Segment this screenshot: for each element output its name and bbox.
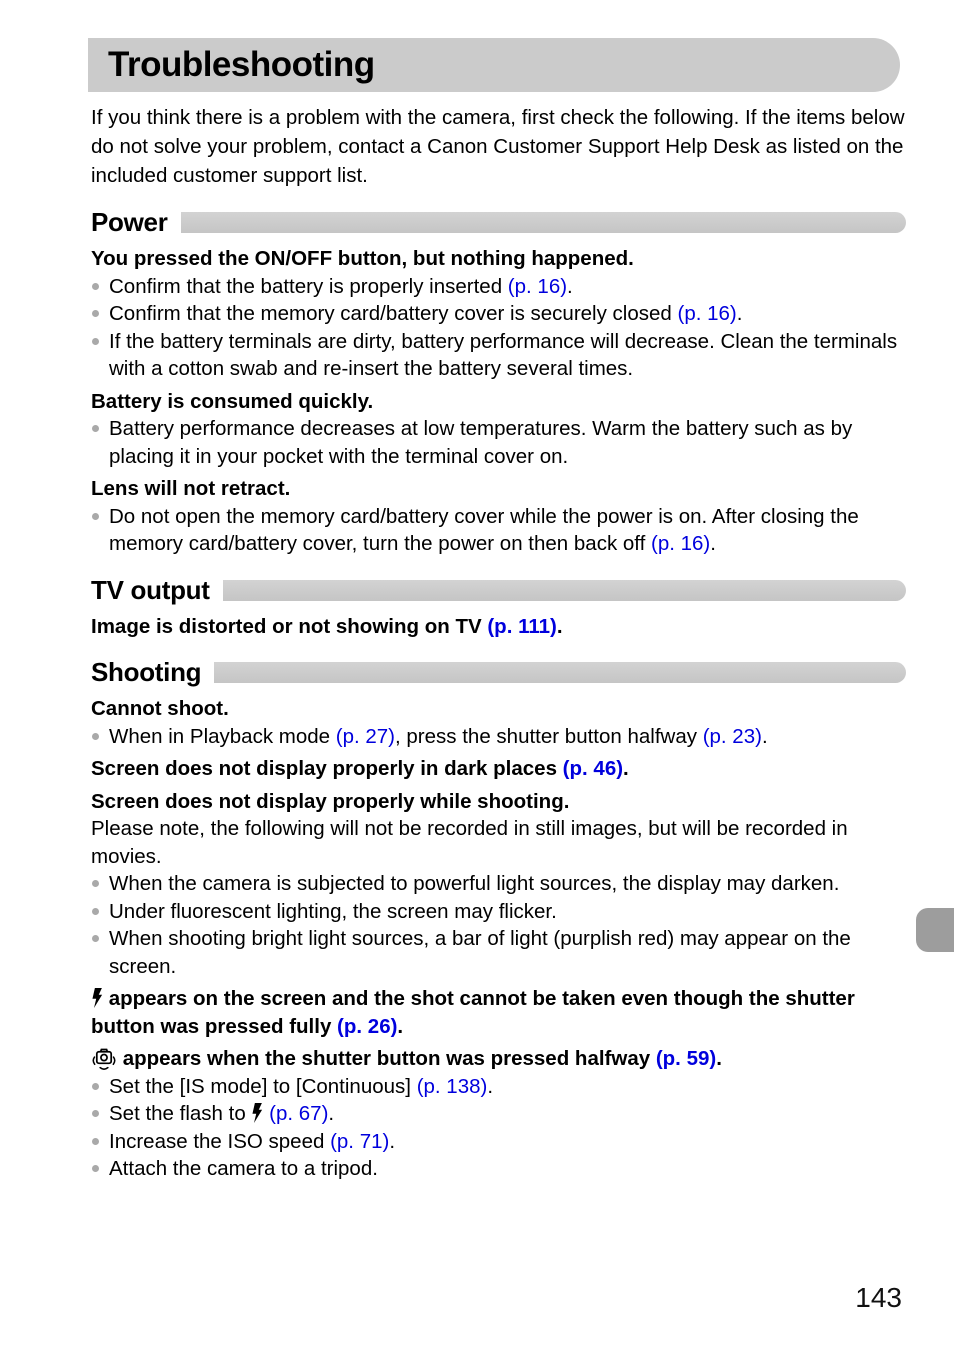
page-link[interactable]: (p. 71) [330,1129,390,1153]
text-run: appears when the shutter button was pressed halfway [117,1047,656,1070]
text-run: When shooting bright light sources, a bar of light (purplish red) may appear on the screen. [109,927,851,978]
bullet-text [109,1155,906,1183]
paragraph [91,815,906,870]
text-run: Confirm that the memory card/battery cover is securely closed [109,302,678,325]
text-run: Screen does not display properly in dark places [91,757,563,780]
bullet-item [91,1155,906,1183]
text-run: . [397,1014,404,1038]
bullet-text [109,898,906,926]
section-title: Power [91,207,168,237]
text-run: . [710,532,716,555]
bullet-text [109,1128,906,1156]
bullet-item [91,898,906,926]
text-run: Do not open the memory card/battery cover while the power is on. After closing the memory card/battery cover, turn the power on then back off [109,504,859,555]
text-run: Screen does not display properly while shooting. [91,789,570,813]
page-link[interactable]: (p. 67) [269,1102,329,1125]
text-run: If you think there is a problem with the camera, first check the following. If the items below do not solve your problem, contact a Canon Customer Support Help Desk as listed on the included customer support list. [91,106,905,187]
subheading [91,475,906,503]
section-title: TV output [91,574,210,605]
text-run: If the battery terminals are dirty, battery performance will decrease. Clean the terminals with a cotton swab and re-insert the battery several times. [109,329,898,380]
bullet-text [109,328,906,383]
text-run: Confirm that the battery is properly inserted [109,274,508,298]
section-bar [181,212,906,233]
bullet-dot [92,880,99,887]
flash-icon [251,1100,263,1128]
text-run: You pressed the ON/OFF button, but nothing happened. [91,247,634,270]
page-title-banner [88,38,900,92]
intro-paragraph [91,103,906,190]
page-link[interactable]: (p. 16) [677,302,737,325]
bullet-dot [92,1083,99,1090]
text-run: . [761,724,768,748]
text-run: Attach the camera to a tripod. [109,1157,378,1180]
section-heading-row [91,659,906,686]
bullet-text [109,870,906,898]
document-body [91,103,906,1183]
bullet-item [91,870,906,898]
bullet-dot [92,338,99,345]
bullet-item [91,415,906,470]
bullet-item [91,723,906,751]
bullet-text [109,1073,906,1101]
text-run: Set the [IS mode] to [Continuous] [109,1074,417,1098]
bullet-text [109,1100,906,1128]
text-run: Image is distorted or not showing on TV [91,614,488,638]
text-run: Please note, the following will not be recorded in still images, but will be recorded in movies. [91,817,848,868]
text-run: appears on the screen and the shot cannot be taken even though the shutter button was pressed fully [91,987,855,1038]
bullet-item [91,1128,906,1156]
bullet-dot [92,1138,99,1145]
subheading [91,245,906,273]
bullet-text [109,415,906,470]
bullet-dot [92,733,99,740]
subheading [91,695,906,723]
text-run: . [736,302,743,325]
subheading [91,1045,906,1073]
page-link[interactable]: (p. 59) [655,1047,717,1070]
page-link[interactable]: (p. 26) [337,1014,398,1038]
text-run: . [389,1129,396,1153]
bullet-text [109,273,906,301]
text-run: . [567,274,573,298]
bullet-dot [92,513,99,520]
bullet-item [91,1100,906,1128]
text-run: Under fluorescent lighting, the screen may flicker. [109,899,557,923]
text-run: Battery is consumed quickly. [91,389,374,413]
text-run: Increase the ISO speed [109,1129,331,1153]
subheading [91,388,906,416]
text-run: Lens will not retract. [91,477,291,500]
bullet-dot [92,283,99,290]
text-run: . [328,1102,335,1125]
page-link[interactable]: (p. 16) [507,274,568,298]
bullet-text [109,300,906,328]
page-title: Troubleshooting [108,45,375,84]
bullet-dot [92,425,99,432]
page-link[interactable]: (p. 46) [562,757,624,780]
page-link[interactable]: (p. 23) [702,724,762,748]
bullet-text [109,503,906,558]
subheading [91,755,906,783]
flash-icon [91,985,103,1013]
bullet-item [91,328,906,383]
bullet-text [109,925,906,980]
section-title: Shooting [91,657,202,687]
text-run: . [556,614,563,638]
bullet-dot [92,1165,99,1172]
bullet-dot [92,935,99,942]
page-number: 143 [855,1282,902,1313]
section-bar [223,580,906,601]
text-run: Cannot shoot. [91,697,229,720]
text-run: . [623,757,629,780]
text-run: Set the flash to [109,1102,252,1125]
bullet-dot [92,908,99,915]
bullet-dot [92,310,99,317]
page-link[interactable]: (p. 16) [651,532,711,555]
bullet-item [91,273,906,301]
page-link[interactable]: (p. 138) [416,1074,488,1098]
text-run: . [487,1074,494,1098]
page-link[interactable]: (p. 111) [487,614,557,638]
subheading [91,788,906,816]
camera-shake-icon [91,1045,117,1073]
bullet-item [91,1073,906,1101]
subheading [91,613,906,641]
section-bar [214,662,906,683]
chapter-index-tab [916,908,954,952]
bullet-text [109,723,906,751]
bullet-item [91,300,906,328]
text-run: . [716,1047,722,1070]
bullet-item [91,925,906,980]
bullet-item [91,503,906,558]
text-run: When the camera is subjected to powerful light sources, the display may darken. [109,872,840,895]
text-run: , press the shutter button halfway [395,724,703,748]
bullet-dot [92,1110,99,1117]
subheading [91,985,906,1040]
section-heading-row [91,209,906,236]
page-link[interactable]: (p. 27) [335,724,396,748]
text-run: When in Playback mode [109,724,336,748]
section-heading-row [91,574,906,605]
text-run: Battery performance decreases at low temperatures. Warm the battery such as by placing it in your pocket with the terminal cover on. [109,417,853,468]
